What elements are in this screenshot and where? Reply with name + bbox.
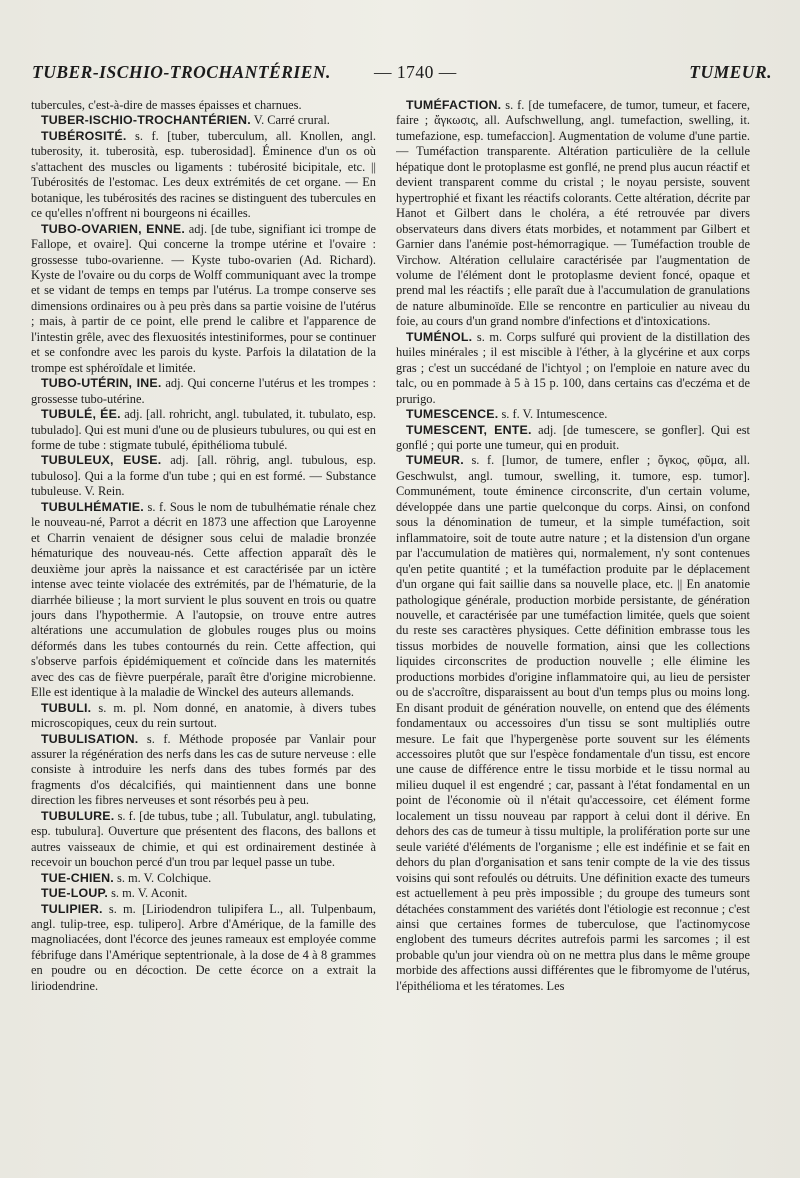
entry-text: s. f. [de tubus, tube ; all. Tubulatur, angl. tubulating, esp. tubulura]. Ouverture que présentent des flacons, des ballons et autres vaisseaux de chimie, et qui est ordinairement destinée à recevoir un bouchon percé d'un trou par lequel passe un tube. bbox=[31, 808, 376, 870]
entry-text: adj. [de tube, signifiant ici trompe de Fallope, et ovaire]. Qui concerne la trompe utérine et l'ovaire : grossesse tubo-ovarienne. — Kyste tubo-ovarien (Ad. Richard). Kyste de l'ovaire ou du corps de Wolff communiquant avec la trompe et se vidant de temps en temps par l'utérus. La trompe conserve ses dimensions ordinaires ou à peu près dans sa partie voisine de l'utérus ; mais, à partir de ce point, elle prend le calibre et l'apparence de l'intestin grêle, avec des flexuosités intestiniformes, pour se continuer et se confondre avec les parois du kyste. Parfois la dilatation de la trompe est sphéroïdale et limitée. bbox=[31, 221, 376, 375]
entry-text: adj. [de tumescere, se gonfler]. Qui est gonflé ; qui porte une tumeur, qui en produit. bbox=[396, 422, 750, 452]
left-column bbox=[31, 98, 376, 1168]
entry-headword: TUBULI. bbox=[41, 700, 92, 715]
entry-headword: TUMEUR. bbox=[406, 453, 464, 468]
entry-text: s. f. [lumor, de tumere, enfler ; ὄγκος, φῦμα, all. Geschwulst, angl. tumour, swelling, it. tumore, esp. tumor]. Communément, toute éminence circonscrite, d'un certain volume, développée dans une partie quelconque du corps. Ainsi, on confond sous la dénomination de tumeur, et la simple tuméfaction, soit inflammatoire, soit de toute autre nature ; et la distension d'un organe par l'accumulation de matières qui, normalement, n'y sont contenues qu'en petite quantité ; et la tuméfaction produite par le déplacement d'un organe qui fait saillie dans sa nouvelle place, etc. || En anatomie pathologique générale, production morbide persistante, de génération nouvelle, et caractérisée par une tuméfaction limitée, quels que soient du reste ses caractères physiques. Cette définition embrasse tous les tissus morbides de nouvelle formation, ainsi que les collections liquides circonscrites de production nouvelle ; elle élimine les productions morbides d'origine inflammatoire qui, au lieu de persister ou de s'accroître, disparaissent au bout d'un temps plus ou moins long. En disant produit de génération nouvelle, on entend que des éléments fondamentaux ou accessoires d'un tissu se sont multipliés outre mesure. Le fait que l'hypergenèse porte souvent sur les éléments accessoires plutôt que sur l'espèce fondamentale d'un tissu, est encore une cause de différence entre le tissu morbide et le tissu normal au milieu duquel il est engendré ; car, passant à l'état fondamental en un point de l'économie où il n'était qu'accessoire, cet élément forme localement un tissu nouveau par rapport à celui dont il dérive. En dehors des cas de tumeur à tissu multiple, la prolifération porte sur une seule variété d'éléments de l'organisme ; elle est indéfinie et se fait en dehors du plan d'organisation et sans tenir compte de la vie des tissus voisins qui sont refoulés ou détruits. Une définition exacte des tumeurs est actuellement à peu près impossible ; du groupe des tumeurs sont détachées constamment des variétés dont l'étiologie est reconnue ; c'est ainsi que certaines formes de tuberculose, que l'actinomycose englobent des tumeurs décrites autrefois parmi les sarcomes ; il est probable qu'un jour viendra où on ne mettra plus dans le même groupe morbide des affections aussi différentes que le fibromyome de l'utérus, l'épithélioma et les tératomes. Les bbox=[396, 453, 750, 993]
dictionary-entry bbox=[31, 222, 376, 377]
dictionary-entry bbox=[31, 809, 376, 871]
entry-headword: TUBULISATION. bbox=[41, 731, 139, 746]
dictionary-entry bbox=[31, 376, 376, 407]
entry-headword: TUBO-OVARIEN, ENNE. bbox=[41, 221, 186, 236]
dictionary-entry bbox=[396, 407, 750, 422]
dictionary-entry bbox=[31, 871, 376, 886]
page-number: — 1740 — bbox=[374, 62, 457, 82]
entry-headword: TUBULHÉMATIE. bbox=[41, 499, 144, 514]
entry-headword: TUBULEUX, EUSE. bbox=[41, 453, 162, 468]
entry-headword: TUMÉNOL. bbox=[406, 329, 473, 344]
entry-headword: TUBO-UTÉRIN, INE. bbox=[41, 376, 162, 391]
dictionary-entry bbox=[31, 902, 376, 995]
dictionary-entry bbox=[31, 732, 376, 809]
entry-text: s. f. Sous le nom de tubulhématie rénale chez le nouveau-né, Parrot a décrit en 1873 une affection que Laroyenne et Charrin venaient de désigner sous celui de maladie bronzée hématurique des nouveau-nés. Cette affection apparaît dès le deuxième jour après la naissance et est caractérisée par un ictère intense avec teinte violacée des extrémités, par de l'hématurie, de la diarrhée bilieuse ; la mort survient le plus souvent en trois ou quatre jours dans l'hypothermie. A l'autopsie, on trouve entre autres altérations une accumulation de globules rouges plus ou moins déformés dans les tubes contournés du rein. Cette affection, qui s'observe parfois épidémiquement et coïncide dans les maternités avec des cas de fièvre puerpérale, paraît être d'origine microbienne. Elle est identique à la maladie de Winckel des auteurs allemands. bbox=[31, 499, 376, 700]
entry-text: s. m. Corps sulfuré qui provient de la distillation des huiles minérales ; il est miscible à l'éther, à la glycérine et aux corps gras ; c'est un succédané de l'ichtyol ; on l'emploie en nature avec du talc, ou en pommade à 5 à 15 p. 100, dans certains cas d'eczéma et de prurigo. bbox=[396, 329, 750, 406]
entry-headword: TUMESCENCE. bbox=[406, 407, 499, 422]
entry-text: s. f. Méthode proposée par Vanlair pour assurer la régénération des nerfs dans les cas de suture nerveuse : elle consiste à introduire les nerfs dans des tubes formés par des fragments d'os décalcifiés, qui maintiennent dans une bonne direction les fibres nerveuses et sont résorbés peu à peu. bbox=[31, 731, 376, 808]
dictionary-entry bbox=[396, 453, 750, 994]
right-column bbox=[396, 98, 750, 1168]
entry-headword: TUE-CHIEN. bbox=[41, 870, 114, 885]
dictionary-entry bbox=[396, 98, 750, 330]
entry-headword: TUBULURE. bbox=[41, 808, 115, 823]
entry-text: tubercules, c'est-à-dire de masses épaisses et charnues. bbox=[31, 98, 302, 112]
entry-headword: TUBÉROSITÉ. bbox=[41, 128, 127, 143]
dictionary-entry bbox=[31, 500, 376, 701]
entry-text: s. f. V. Intumescence. bbox=[498, 407, 608, 422]
dictionary-entry bbox=[31, 886, 376, 901]
entry-text: s. m. V. Colchique. bbox=[113, 870, 212, 885]
entry-text: adj. Qui concerne l'utérus et les trompes : grossesse tubo-utérine. bbox=[31, 376, 376, 406]
dictionary-entry bbox=[31, 113, 376, 128]
entry-headword: TULIPIER. bbox=[41, 901, 103, 916]
dictionary-entry bbox=[396, 330, 750, 407]
entry-text: V. Carré crural. bbox=[250, 113, 330, 128]
dictionary-entry bbox=[31, 129, 376, 222]
page-header bbox=[32, 62, 772, 88]
entry-text: adj. [all. röhrig, angl. tubulous, esp. tubuloso]. Qui a la forme d'un tube ; qui en est formé. — Substance tubuleuse. V. Rein. bbox=[31, 453, 376, 499]
entry-headword: TUBER-ISCHIO-TROCHANTÉRIEN. bbox=[41, 113, 251, 128]
dictionary-entry bbox=[396, 423, 750, 454]
dictionary-entry bbox=[31, 98, 376, 113]
entry-text: adj. [all. rohricht, angl. tubulated, it. tubulato, esp. tubulado]. Qui est muni d'une ou de plusieurs tubulures, ou qui est en forme de tube : stigmate tubulé, épithélioma tubulé. bbox=[31, 407, 376, 452]
dictionary-entry bbox=[31, 701, 376, 732]
entry-headword: TUBULÉ, ÉE. bbox=[41, 407, 121, 422]
entry-text: s. f. [de tumefacere, de tumor, tumeur, et facere, faire ; ἄγκωσις, all. Aufschwellung, angl. tumefaction, swelling, it. tumefazione, esp. tumefaccion]. Augmentation de volume d'une partie. — Tuméfaction transparente. Altération particulière de la cellule hépatique dont le protoplasme est gonflé, ne prend plus aucun réactif et devient transparent comme du cristal ; le noyau persiste, souvent hypertrophié et fixant les réactifs colorants. Cette altération, décrite par Hanot et Gilbert dans le choléra, a été retrouvée par divers observateurs dans divers états morbides, et notamment par Gilbert et Garnier dans l'anémie post-hémorragique. — Tuméfaction trouble de Virchow. Altération cellulaire caractérisée par l'augmentation de volume de l'élément dont le protoplasme devient foncé, opaque et prend mal les réactifs ; elle paraît due à l'accumulation de granulations de nature albuminoïde. Elle se rencontre en particulier au niveau du foie, au cours d'un grand nombre d'infections et d'intoxications. bbox=[396, 98, 750, 329]
dictionary-entry bbox=[31, 407, 376, 453]
entry-headword: TUMESCENT, ENTE. bbox=[406, 422, 532, 437]
entry-text: s. m. pl. Nom donné, en anatomie, à divers tubes microscopiques, ceux du rein surtout. bbox=[31, 700, 376, 731]
entry-text: s. m. V. Aconit. bbox=[107, 886, 188, 901]
entry-text: s. f. [tuber, tuberculum, all. Knollen, angl. tuberosity, it. tuberosità, esp. tuberosidad]. Éminence d'un os où s'attachent des muscles ou ligaments : tubérosité bicipitale, etc. || Tubérosités de l'estomac. Les deux extrémités de cet organe. — En botanique, les tubérosités des racines se distinguent des tubercules en ce qu'elles n'offrent ni bourgeons ni écailles. bbox=[31, 128, 376, 221]
entry-headword: TUMÉFACTION. bbox=[406, 98, 502, 112]
dictionary-entry bbox=[31, 453, 376, 499]
running-head-left: TUBER-ISCHIO-TROCHANTÉRIEN. bbox=[32, 62, 331, 82]
entry-text: s. m. [Liriodendron tulipifera L., all. Tulpenbaum, angl. tulip-tree, esp. tulipero]. Arbre d'Amérique, de la famille des magnoliacées, dont l'écorce des jeunes rameaux est employée comme fébrifuge dans l'Amérique septentrionale, à la dose de 4 à 8 grammes en poudre ou en décoction. De cette écorce on a extrait la liriodendrine. bbox=[31, 901, 376, 993]
running-head-right: TUMEUR. bbox=[689, 62, 772, 82]
entry-headword: TUE-LOUP. bbox=[41, 886, 108, 901]
